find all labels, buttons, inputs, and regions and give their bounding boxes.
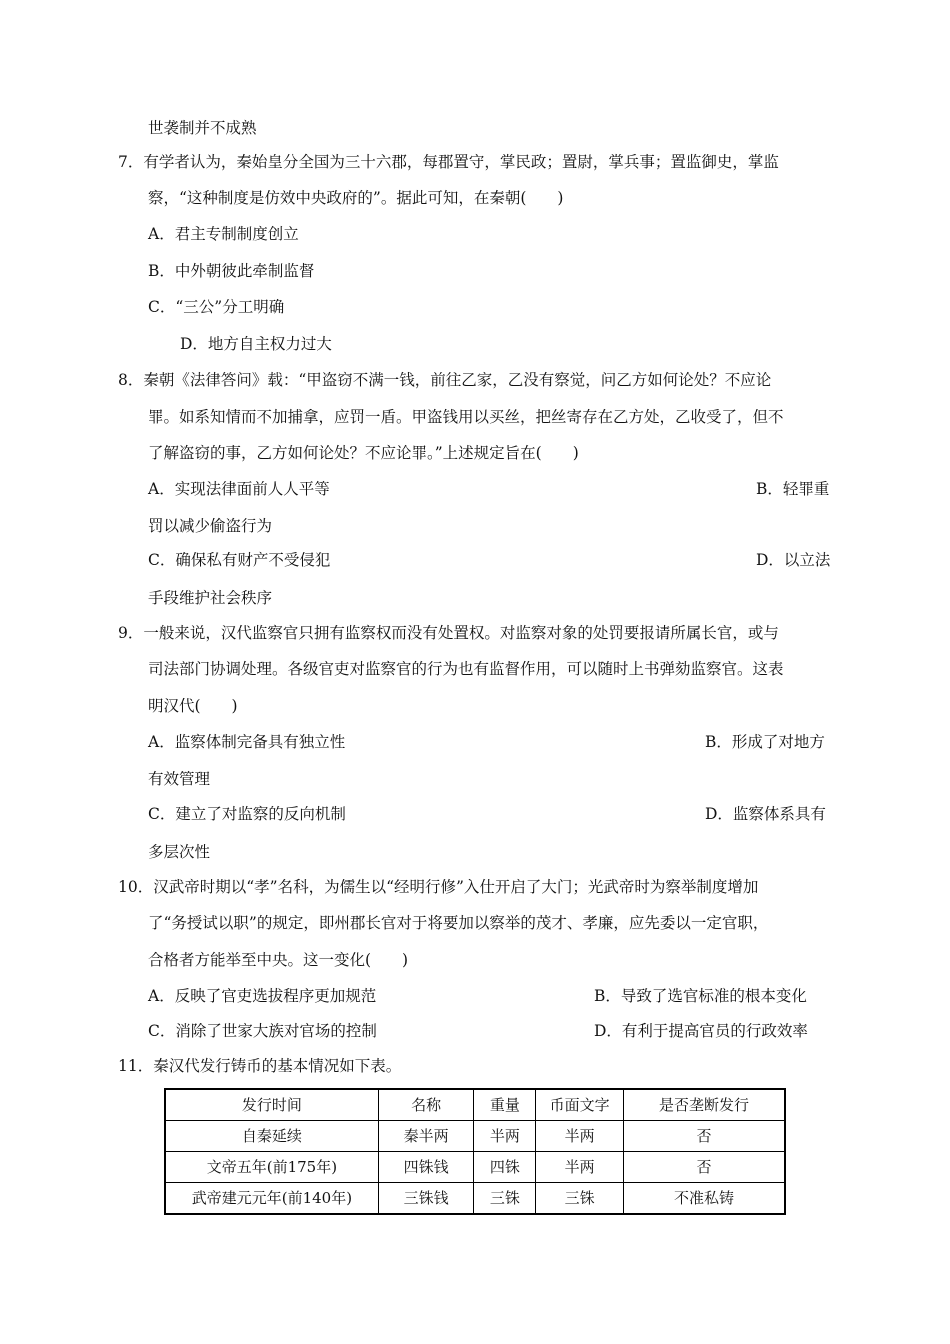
table-row [165, 1152, 785, 1183]
coin-issuance-table [164, 1088, 786, 1215]
table-cell: 半两 [536, 1121, 624, 1152]
table-cell: 文帝五年(前175年) [165, 1152, 378, 1183]
question-7-option-d: D．地方自主权力过大 [180, 335, 332, 353]
question-8-line-1: 8．秦朝《法律答问》载：“甲盗窃不满一钱，前往乙家，乙没有察觉，问乙方如何论处？不应论 [118, 371, 772, 389]
question-9-line-2: 司法部门协调处理。各级官吏对监察官的行为也有监督作用，可以随时上书弹劾监察官。这表 [148, 660, 784, 678]
question-9-option-b: B．形成了对地方 [705, 733, 825, 751]
question-10-option-c: C．消除了世家大族对官场的控制 [148, 1022, 377, 1040]
question-8-option-a: A．实现法律面前人人平等 [148, 480, 330, 498]
question-8-option-d: D．以立法 [756, 551, 831, 569]
table-cell: 秦半两 [378, 1121, 474, 1152]
header-weight: 重量 [474, 1089, 536, 1121]
question-9-option-c: C．建立了对监察的反向机制 [148, 805, 346, 823]
table-cell: 三铢 [536, 1183, 624, 1215]
question-9-option-b-cont: 有效管理 [148, 770, 211, 788]
question-11-line-1: 11．秦汉代发行铸币的基本情况如下表。 [118, 1057, 402, 1075]
question-9-line-1: 9．一般来说，汉代监察官只拥有监察权而没有处置权。对监察对象的处罚要报请所属长官，或与 [118, 624, 779, 642]
table-cell: 三铢钱 [378, 1183, 474, 1215]
question-10-option-b: B．导致了选官标准的根本变化 [594, 987, 807, 1005]
question-10-line-3: 合格者方能举至中央。这一变化( ) [148, 951, 409, 969]
header-issue-time: 发行时间 [165, 1089, 378, 1121]
table-cell: 四铢 [474, 1152, 536, 1183]
question-10-option-d: D．有利于提高官员的行政效率 [594, 1022, 808, 1040]
question-9-line-3: 明汉代( ) [148, 697, 238, 715]
header-name: 名称 [378, 1089, 474, 1121]
table-row [165, 1183, 785, 1215]
question-10-line-2: 了“务授试以职”的规定，即州郡长官对于将要加以察举的茂才、孝廉，应先委以一定官职， [148, 914, 769, 932]
table-cell: 否 [624, 1121, 785, 1152]
question-7-option-c: C．“三公”分工明确 [148, 298, 285, 316]
question-8-option-d-cont: 手段维护社会秩序 [148, 589, 273, 607]
question-8-option-b-cont: 罚以减少偷盗行为 [148, 517, 273, 535]
question-7-line-2: 察，“这种制度是仿效中央政府的”。据此可知，在秦朝( ) [148, 189, 564, 207]
header-monopoly: 是否垄断发行 [624, 1089, 785, 1121]
prev-question-tail: 世袭制并不成熟 [148, 119, 257, 137]
table-cell: 不准私铸 [624, 1183, 785, 1215]
question-7-line-1: 7．有学者认为，秦始皇分全国为三十六郡，每郡置守，掌民政；置尉，掌兵事；置监御史，掌监 [118, 153, 779, 171]
table-cell: 否 [624, 1152, 785, 1183]
table-cell: 三铢 [474, 1183, 536, 1215]
header-face-text: 币面文字 [536, 1089, 624, 1121]
table-header-row [165, 1089, 785, 1121]
table-cell: 四铢钱 [378, 1152, 474, 1183]
table-cell: 半两 [536, 1152, 624, 1183]
table-cell: 半两 [474, 1121, 536, 1152]
question-8-line-2: 罪。如系知情而不加捕拿，应罚一盾。甲盗钱用以买丝，把丝寄存在乙方处，乙收受了，但不 [148, 408, 784, 426]
question-10-line-1: 10．汉武帝时期以“孝”名科，为儒生以“经明行修”入仕开启了大门；光武帝时为察举制度增加 [118, 878, 759, 896]
question-7-option-a: A．君主专制制度创立 [148, 225, 299, 243]
question-10-option-a: A．反映了官吏选拔程序更加规范 [148, 987, 377, 1005]
question-9-option-a: A．监察体制完备具有独立性 [148, 733, 346, 751]
question-8-option-b: B．轻罪重 [756, 480, 830, 498]
table-row [165, 1121, 785, 1152]
question-9-option-d: D．监察体系具有 [705, 805, 826, 823]
question-7-option-b: B．中外朝彼此牵制监督 [148, 262, 315, 280]
table-cell: 自秦延续 [165, 1121, 378, 1152]
question-8-option-c: C．确保私有财产不受侵犯 [148, 551, 331, 569]
question-8-line-3: 了解盗窃的事，乙方如何论处？不应论罪。”上述规定旨在( ) [148, 444, 579, 462]
table-cell: 武帝建元元年(前140年) [165, 1183, 378, 1215]
question-9-option-d-cont: 多层次性 [148, 843, 211, 861]
